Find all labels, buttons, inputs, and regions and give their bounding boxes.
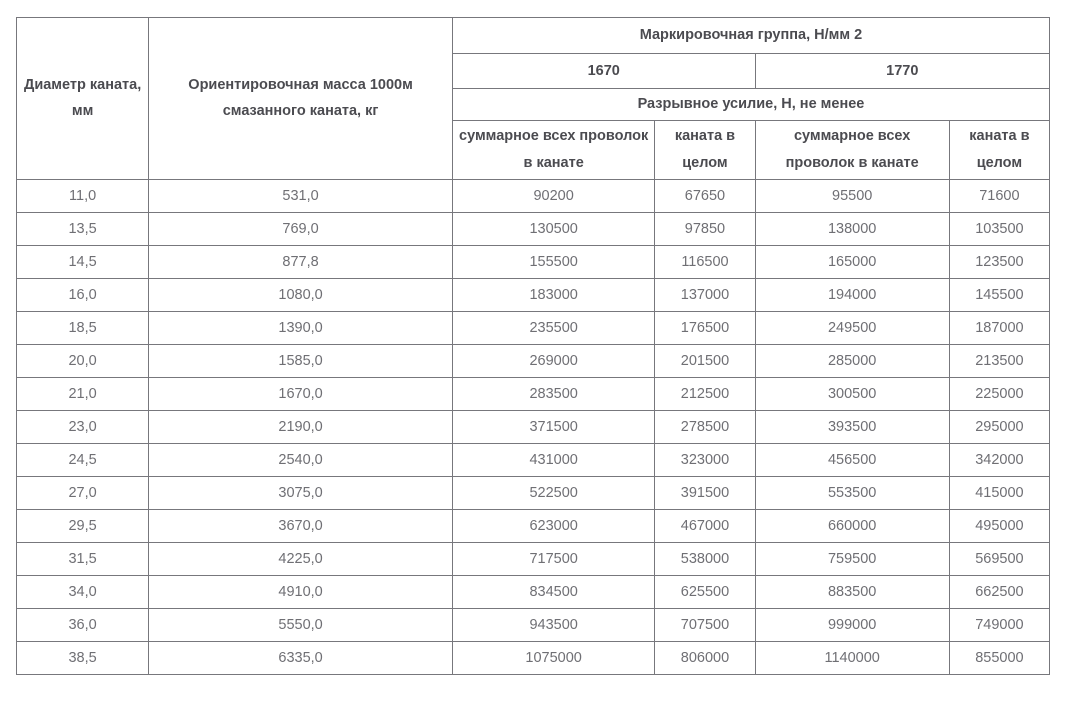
cell-diameter: 21,0 xyxy=(17,377,149,410)
cell-sum-wires-1670: 623000 xyxy=(452,509,654,542)
cell-rope-whole-1670: 278500 xyxy=(655,410,755,443)
cell-rope-whole-1770: 662500 xyxy=(949,575,1049,608)
header-breaking-force: Разрывное усилие, Н, не менее xyxy=(452,89,1049,121)
table-row xyxy=(17,377,1050,410)
cell-mass: 5550,0 xyxy=(149,608,453,641)
cell-sum-wires-1770: 1140000 xyxy=(755,641,949,674)
cell-rope-whole-1770: 495000 xyxy=(949,509,1049,542)
cell-sum-wires-1670: 371500 xyxy=(452,410,654,443)
cell-mass: 531,0 xyxy=(149,179,453,212)
cell-sum-wires-1670: 183000 xyxy=(452,278,654,311)
cell-rope-whole-1670: 707500 xyxy=(655,608,755,641)
header-rope-whole-1670: каната в целом xyxy=(655,121,755,180)
cell-sum-wires-1770: 285000 xyxy=(755,344,949,377)
table-row xyxy=(17,212,1050,245)
cell-rope-whole-1770: 145500 xyxy=(949,278,1049,311)
table-row xyxy=(17,476,1050,509)
cell-mass: 1080,0 xyxy=(149,278,453,311)
cell-rope-whole-1770: 225000 xyxy=(949,377,1049,410)
cell-mass: 3075,0 xyxy=(149,476,453,509)
cell-mass: 2190,0 xyxy=(149,410,453,443)
table-row xyxy=(17,443,1050,476)
cell-rope-whole-1770: 749000 xyxy=(949,608,1049,641)
cell-mass: 4225,0 xyxy=(149,542,453,575)
cell-rope-whole-1770: 295000 xyxy=(949,410,1049,443)
cell-sum-wires-1670: 522500 xyxy=(452,476,654,509)
cell-diameter: 27,0 xyxy=(17,476,149,509)
cell-sum-wires-1670: 283500 xyxy=(452,377,654,410)
cell-rope-whole-1770: 855000 xyxy=(949,641,1049,674)
cell-diameter: 29,5 xyxy=(17,509,149,542)
cell-rope-whole-1670: 176500 xyxy=(655,311,755,344)
table-header xyxy=(17,18,1050,180)
cell-sum-wires-1670: 235500 xyxy=(452,311,654,344)
cell-rope-whole-1670: 391500 xyxy=(655,476,755,509)
cell-sum-wires-1770: 759500 xyxy=(755,542,949,575)
table-row xyxy=(17,278,1050,311)
cell-rope-whole-1670: 467000 xyxy=(655,509,755,542)
cell-mass: 2540,0 xyxy=(149,443,453,476)
cell-rope-whole-1670: 212500 xyxy=(655,377,755,410)
cell-sum-wires-1770: 660000 xyxy=(755,509,949,542)
cell-rope-whole-1770: 415000 xyxy=(949,476,1049,509)
header-rope-diameter: Диаметр каната, мм xyxy=(17,18,149,180)
cell-diameter: 13,5 xyxy=(17,212,149,245)
cell-sum-wires-1670: 269000 xyxy=(452,344,654,377)
cell-diameter: 11,0 xyxy=(17,179,149,212)
table-row xyxy=(17,179,1050,212)
cell-rope-whole-1670: 116500 xyxy=(655,245,755,278)
cell-rope-whole-1770: 103500 xyxy=(949,212,1049,245)
cell-diameter: 38,5 xyxy=(17,641,149,674)
cell-rope-whole-1670: 806000 xyxy=(655,641,755,674)
cell-sum-wires-1670: 155500 xyxy=(452,245,654,278)
cell-rope-whole-1670: 201500 xyxy=(655,344,755,377)
cell-sum-wires-1770: 165000 xyxy=(755,245,949,278)
table-body xyxy=(17,179,1050,674)
cell-diameter: 31,5 xyxy=(17,542,149,575)
cell-diameter: 24,5 xyxy=(17,443,149,476)
table-row xyxy=(17,608,1050,641)
cell-mass: 1585,0 xyxy=(149,344,453,377)
cell-mass: 6335,0 xyxy=(149,641,453,674)
cell-diameter: 23,0 xyxy=(17,410,149,443)
cell-mass: 1390,0 xyxy=(149,311,453,344)
cell-rope-whole-1770: 187000 xyxy=(949,311,1049,344)
cell-mass: 877,8 xyxy=(149,245,453,278)
header-sum-wires-1670: суммарное всех проволок в канате xyxy=(452,121,654,180)
cell-sum-wires-1770: 249500 xyxy=(755,311,949,344)
cell-diameter: 34,0 xyxy=(17,575,149,608)
cell-rope-whole-1670: 137000 xyxy=(655,278,755,311)
table-row xyxy=(17,245,1050,278)
cell-diameter: 20,0 xyxy=(17,344,149,377)
header-grade-1770: 1770 xyxy=(755,54,1049,89)
header-sum-wires-1770: суммарное всех проволок в канате xyxy=(755,121,949,180)
cell-sum-wires-1670: 130500 xyxy=(452,212,654,245)
cell-mass: 769,0 xyxy=(149,212,453,245)
cell-rope-whole-1770: 342000 xyxy=(949,443,1049,476)
cell-rope-whole-1670: 323000 xyxy=(655,443,755,476)
cell-rope-whole-1770: 569500 xyxy=(949,542,1049,575)
cell-diameter: 16,0 xyxy=(17,278,149,311)
cell-sum-wires-1770: 553500 xyxy=(755,476,949,509)
cell-sum-wires-1670: 717500 xyxy=(452,542,654,575)
cell-rope-whole-1770: 213500 xyxy=(949,344,1049,377)
cell-sum-wires-1670: 943500 xyxy=(452,608,654,641)
header-rope-whole-1770: каната в целом xyxy=(949,121,1049,180)
table-row xyxy=(17,542,1050,575)
table-row xyxy=(17,311,1050,344)
cell-sum-wires-1770: 393500 xyxy=(755,410,949,443)
cell-sum-wires-1670: 834500 xyxy=(452,575,654,608)
cell-sum-wires-1770: 194000 xyxy=(755,278,949,311)
cell-mass: 4910,0 xyxy=(149,575,453,608)
cell-sum-wires-1770: 456500 xyxy=(755,443,949,476)
cell-sum-wires-1770: 138000 xyxy=(755,212,949,245)
table-row xyxy=(17,509,1050,542)
cell-sum-wires-1670: 431000 xyxy=(452,443,654,476)
cell-sum-wires-1670: 1075000 xyxy=(452,641,654,674)
cell-mass: 1670,0 xyxy=(149,377,453,410)
cell-diameter: 36,0 xyxy=(17,608,149,641)
table-row xyxy=(17,410,1050,443)
cell-sum-wires-1770: 95500 xyxy=(755,179,949,212)
cell-rope-whole-1670: 67650 xyxy=(655,179,755,212)
table-row xyxy=(17,641,1050,674)
rope-spec-table xyxy=(16,17,1050,675)
cell-rope-whole-1670: 625500 xyxy=(655,575,755,608)
cell-sum-wires-1670: 90200 xyxy=(452,179,654,212)
cell-rope-whole-1670: 97850 xyxy=(655,212,755,245)
cell-sum-wires-1770: 300500 xyxy=(755,377,949,410)
cell-sum-wires-1770: 999000 xyxy=(755,608,949,641)
table-row xyxy=(17,575,1050,608)
header-marking-group: Маркировочная группа, Н/мм 2 xyxy=(452,18,1049,54)
cell-rope-whole-1770: 123500 xyxy=(949,245,1049,278)
cell-rope-whole-1770: 71600 xyxy=(949,179,1049,212)
cell-diameter: 18,5 xyxy=(17,311,149,344)
table-row xyxy=(17,344,1050,377)
cell-sum-wires-1770: 883500 xyxy=(755,575,949,608)
header-grade-1670: 1670 xyxy=(452,54,755,89)
header-rope-mass: Ориентировочная масса 1000м смазанного каната, кг xyxy=(149,18,453,180)
cell-rope-whole-1670: 538000 xyxy=(655,542,755,575)
cell-diameter: 14,5 xyxy=(17,245,149,278)
cell-mass: 3670,0 xyxy=(149,509,453,542)
